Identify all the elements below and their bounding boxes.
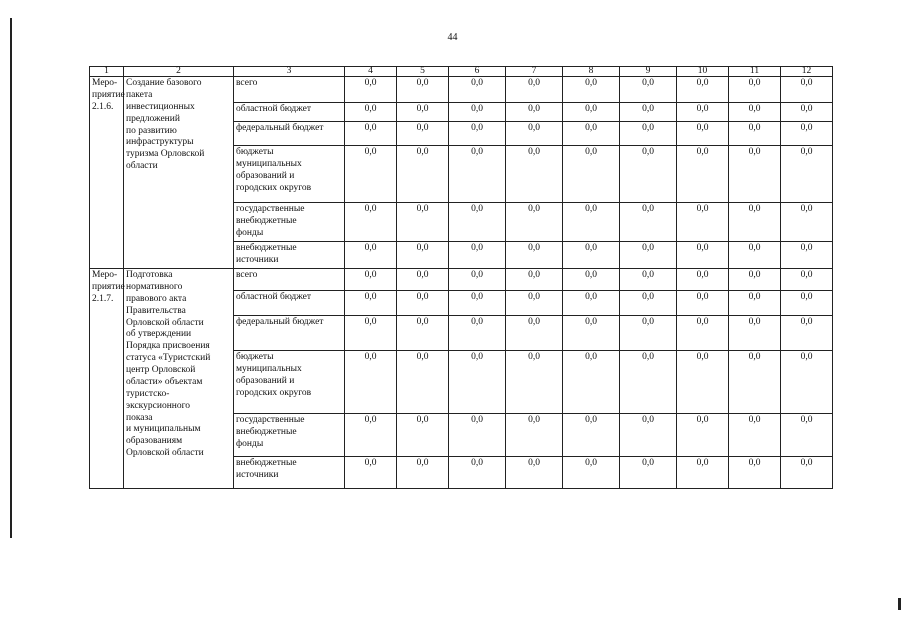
text-line: предложений <box>126 113 180 124</box>
text-line: городских округов <box>236 182 312 193</box>
amount-cell: 0,0 <box>781 457 833 489</box>
text-line: Создание базового <box>126 78 202 88</box>
text-line: Орловской области <box>126 317 204 328</box>
amount-cell: 0,0 <box>781 414 833 457</box>
text-line: инвестиционных <box>126 101 195 112</box>
text-line: центр Орловской <box>126 365 196 375</box>
funding-source <box>234 103 345 122</box>
text-line: нормативного <box>126 281 183 292</box>
amount-cell: 0,0 <box>620 242 677 269</box>
amount-cell: 0,0 <box>677 457 729 489</box>
text-line: показа <box>126 412 153 423</box>
amount-cell: 0,0 <box>677 103 729 122</box>
text-line: 2.1.6. <box>92 101 114 112</box>
text-line: внебюджетные <box>236 243 297 253</box>
event-code <box>90 77 124 269</box>
text-line: приятие <box>92 281 125 292</box>
amount-cell: 0,0 <box>449 146 506 203</box>
text-line: образованиям <box>126 436 183 447</box>
amount-cell: 0,0 <box>397 316 449 351</box>
funding-source <box>234 414 345 457</box>
amount-cell: 0,0 <box>506 203 563 242</box>
amount-cell: 0,0 <box>781 146 833 203</box>
amount-cell: 0,0 <box>397 242 449 269</box>
text-line: Меро- <box>92 78 118 88</box>
amount-cell: 0,0 <box>781 351 833 414</box>
column-number-9: 9 <box>620 67 677 77</box>
event-code <box>90 269 124 489</box>
amount-cell: 0,0 <box>781 103 833 122</box>
text-line: инфраструктуры <box>126 137 194 148</box>
text-line: всего <box>236 270 258 280</box>
amount-cell: 0,0 <box>677 414 729 457</box>
amount-cell: 0,0 <box>620 291 677 316</box>
amount-cell: 0,0 <box>620 414 677 457</box>
amount-cell: 0,0 <box>506 414 563 457</box>
text-line: областной бюджет <box>236 104 312 114</box>
amount-cell: 0,0 <box>506 103 563 122</box>
amount-cell: 0,0 <box>506 242 563 269</box>
amount-cell: 0,0 <box>449 291 506 316</box>
amount-cell: 0,0 <box>449 269 506 291</box>
amount-cell: 0,0 <box>449 242 506 269</box>
text-line: статуса «Туристский <box>126 353 211 364</box>
amount-cell: 0,0 <box>781 77 833 103</box>
text-line: бюджеты <box>236 147 274 157</box>
event-name <box>124 269 234 489</box>
amount-cell: 0,0 <box>397 269 449 291</box>
column-number-11: 11 <box>729 67 781 77</box>
amount-cell: 0,0 <box>729 316 781 351</box>
text-line: экскурсионного <box>126 400 191 411</box>
amount-cell: 0,0 <box>506 269 563 291</box>
column-number-4: 4 <box>345 67 397 77</box>
amount-cell: 0,0 <box>449 351 506 414</box>
amount-cell: 0,0 <box>729 103 781 122</box>
amount-cell: 0,0 <box>345 414 397 457</box>
amount-cell: 0,0 <box>345 291 397 316</box>
amount-cell: 0,0 <box>449 203 506 242</box>
amount-cell: 0,0 <box>397 122 449 146</box>
text-line: Правительства <box>126 305 186 316</box>
text-line: внебюджетные <box>236 426 297 437</box>
table-row <box>90 269 833 291</box>
amount-cell: 0,0 <box>397 351 449 414</box>
funding-source <box>234 291 345 316</box>
amount-cell: 0,0 <box>449 77 506 103</box>
amount-cell: 0,0 <box>729 414 781 457</box>
amount-cell: 0,0 <box>563 316 620 351</box>
amount-cell: 0,0 <box>677 351 729 414</box>
amount-cell: 0,0 <box>677 269 729 291</box>
amount-cell: 0,0 <box>781 203 833 242</box>
column-number-8: 8 <box>563 67 620 77</box>
text-line: областной бюджет <box>236 292 312 302</box>
amount-cell: 0,0 <box>345 269 397 291</box>
amount-cell: 0,0 <box>397 77 449 103</box>
amount-cell: 0,0 <box>781 316 833 351</box>
amount-cell: 0,0 <box>345 242 397 269</box>
amount-cell: 0,0 <box>563 103 620 122</box>
funding-source <box>234 269 345 291</box>
amount-cell: 0,0 <box>345 203 397 242</box>
amount-cell: 0,0 <box>620 122 677 146</box>
text-line: городских округов <box>236 387 312 398</box>
amount-cell: 0,0 <box>506 122 563 146</box>
amount-cell: 0,0 <box>620 203 677 242</box>
column-number-12: 12 <box>781 67 833 77</box>
amount-cell: 0,0 <box>729 77 781 103</box>
amount-cell: 0,0 <box>506 146 563 203</box>
column-number-5: 5 <box>397 67 449 77</box>
amount-cell: 0,0 <box>397 457 449 489</box>
text-line: внебюджетные <box>236 458 297 468</box>
funding-source <box>234 146 345 203</box>
amount-cell: 0,0 <box>345 351 397 414</box>
text-line: всего <box>236 78 258 88</box>
amount-cell: 0,0 <box>620 351 677 414</box>
amount-cell: 0,0 <box>729 146 781 203</box>
funding-source <box>234 351 345 414</box>
text-line: государственные <box>236 204 305 214</box>
amount-cell: 0,0 <box>620 77 677 103</box>
amount-cell: 0,0 <box>677 146 729 203</box>
amount-cell: 0,0 <box>397 414 449 457</box>
funding-source <box>234 77 345 103</box>
column-number-7: 7 <box>506 67 563 77</box>
amount-cell: 0,0 <box>397 103 449 122</box>
amount-cell: 0,0 <box>677 242 729 269</box>
text-line: муниципальных <box>236 158 302 169</box>
text-line: государственные <box>236 415 305 425</box>
column-number-1: 1 <box>90 67 124 77</box>
amount-cell: 0,0 <box>449 457 506 489</box>
text-line: федеральный бюджет <box>236 123 324 133</box>
amount-cell: 0,0 <box>563 414 620 457</box>
amount-cell: 0,0 <box>620 103 677 122</box>
amount-cell: 0,0 <box>729 242 781 269</box>
scan-margin-line <box>10 18 12 538</box>
amount-cell: 0,0 <box>563 146 620 203</box>
text-line: области» объектам <box>126 376 203 387</box>
column-number-6: 6 <box>449 67 506 77</box>
funding-source <box>234 316 345 351</box>
amount-cell: 0,0 <box>506 291 563 316</box>
amount-cell: 0,0 <box>563 242 620 269</box>
text-line: внебюджетные <box>236 215 297 226</box>
text-line: источники <box>236 469 279 480</box>
text-line: Подготовка <box>126 270 173 280</box>
text-line: туризма Орловской <box>126 149 205 160</box>
amount-cell: 0,0 <box>620 269 677 291</box>
text-line: фонды <box>236 227 264 238</box>
column-number-2: 2 <box>124 67 234 77</box>
funding-source <box>234 242 345 269</box>
scan-edge-mark <box>898 598 901 610</box>
amount-cell: 0,0 <box>563 291 620 316</box>
amount-cell: 0,0 <box>563 203 620 242</box>
amount-cell: 0,0 <box>677 316 729 351</box>
amount-cell: 0,0 <box>677 122 729 146</box>
amount-cell: 0,0 <box>620 316 677 351</box>
text-line: федеральный бюджет <box>236 317 324 327</box>
amount-cell: 0,0 <box>449 122 506 146</box>
column-number-3: 3 <box>234 67 345 77</box>
text-line: 2.1.7. <box>92 293 114 304</box>
text-line: Орловской области <box>126 448 204 459</box>
amount-cell: 0,0 <box>345 77 397 103</box>
text-line: бюджеты <box>236 352 274 362</box>
amount-cell: 0,0 <box>506 351 563 414</box>
amount-cell: 0,0 <box>781 122 833 146</box>
text-line: источники <box>236 254 279 265</box>
amount-cell: 0,0 <box>563 77 620 103</box>
text-line: об утверждении <box>126 329 192 340</box>
budget-table <box>89 66 833 489</box>
text-line: образований и <box>236 170 295 181</box>
amount-cell: 0,0 <box>449 103 506 122</box>
amount-cell: 0,0 <box>397 146 449 203</box>
amount-cell: 0,0 <box>506 457 563 489</box>
text-line: правового акта <box>126 293 187 304</box>
amount-cell: 0,0 <box>677 77 729 103</box>
amount-cell: 0,0 <box>563 269 620 291</box>
event-name <box>124 77 234 269</box>
column-number-10: 10 <box>677 67 729 77</box>
text-line: Меро- <box>92 270 118 280</box>
text-line: муниципальных <box>236 363 302 374</box>
amount-cell: 0,0 <box>506 77 563 103</box>
amount-cell: 0,0 <box>677 203 729 242</box>
amount-cell: 0,0 <box>563 122 620 146</box>
text-line: и муниципальным <box>126 424 201 435</box>
amount-cell: 0,0 <box>729 203 781 242</box>
amount-cell: 0,0 <box>506 316 563 351</box>
text-line: приятие <box>92 89 125 100</box>
column-number-row <box>90 67 833 77</box>
text-line: Порядка присвоения <box>126 341 210 352</box>
text-line: образований и <box>236 375 295 386</box>
amount-cell: 0,0 <box>620 457 677 489</box>
funding-source <box>234 122 345 146</box>
amount-cell: 0,0 <box>729 269 781 291</box>
amount-cell: 0,0 <box>729 291 781 316</box>
amount-cell: 0,0 <box>729 122 781 146</box>
text-line: фонды <box>236 438 264 449</box>
amount-cell: 0,0 <box>729 351 781 414</box>
text-line: по развитию <box>126 125 177 136</box>
amount-cell: 0,0 <box>677 291 729 316</box>
amount-cell: 0,0 <box>397 203 449 242</box>
amount-cell: 0,0 <box>397 291 449 316</box>
funding-source <box>234 457 345 489</box>
funding-source <box>234 203 345 242</box>
amount-cell: 0,0 <box>345 316 397 351</box>
amount-cell: 0,0 <box>449 316 506 351</box>
text-line: области <box>126 161 158 172</box>
amount-cell: 0,0 <box>345 146 397 203</box>
amount-cell: 0,0 <box>781 242 833 269</box>
amount-cell: 0,0 <box>729 457 781 489</box>
amount-cell: 0,0 <box>781 269 833 291</box>
amount-cell: 0,0 <box>345 457 397 489</box>
text-line: туристско- <box>126 388 170 399</box>
table-row <box>90 77 833 103</box>
amount-cell: 0,0 <box>345 122 397 146</box>
text-line: пакета <box>126 89 153 100</box>
amount-cell: 0,0 <box>563 351 620 414</box>
page-number: 44 <box>447 32 458 43</box>
amount-cell: 0,0 <box>563 457 620 489</box>
amount-cell: 0,0 <box>781 291 833 316</box>
amount-cell: 0,0 <box>345 103 397 122</box>
amount-cell: 0,0 <box>620 146 677 203</box>
table-body <box>90 77 833 489</box>
amount-cell: 0,0 <box>449 414 506 457</box>
